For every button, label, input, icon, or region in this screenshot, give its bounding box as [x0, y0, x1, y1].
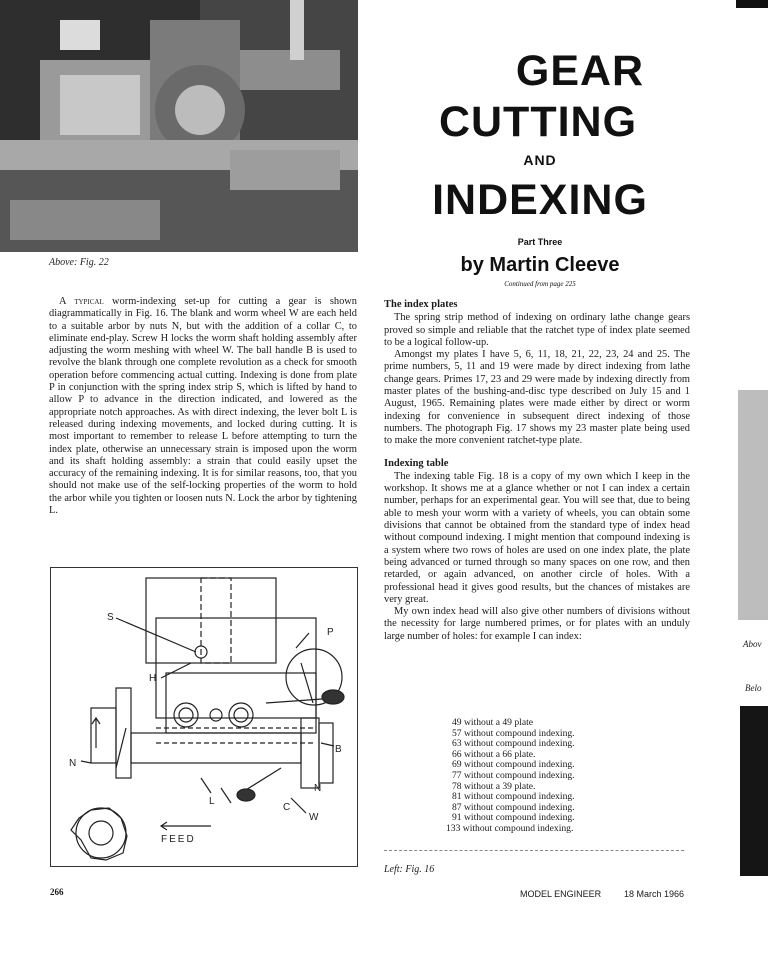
para-index-plates-1: The spring strip method of indexing on ordinary lathe change gears proved so simple and reliable that the ratchet type of index plate seemed to be a logical follow-up. — [384, 312, 690, 348]
list-item: 91 without compound indexing. — [452, 812, 575, 824]
para-indexing-table-1: The indexing table Fig. 18 is a copy of my own which I keep in the workshop. It shows me at a glance whether or not I can index a certain number, perhaps for an experimental gear. You will see that, due to being able to mesh your worm with a variety of wheels, you can obtain some divisions that cannot be obtained from the standard type of index head without compound indexing. I might mention that compound indexing is a system where two rows of holes are used on one index plate, the plate being advanced or turned through so many spaces on one row, and then retarded, or again advanced, on another circle of holes. With a professional head it gives good results, but the chances of mistakes are very great. — [384, 470, 690, 605]
heading-index-plates: The index plates — [384, 299, 458, 310]
label-c: C — [283, 802, 291, 813]
fig16-diagram — [50, 567, 358, 867]
label-b: B — [335, 744, 342, 755]
workshop-photo — [0, 0, 358, 252]
list-item: 87 without compound indexing. — [452, 801, 575, 813]
continued-note: Continued from page 225 — [504, 280, 576, 288]
magazine-name: MODEL ENGINEER — [520, 889, 602, 899]
list-item: 57 without compound indexing. — [452, 727, 575, 739]
byline: by Martin Cleeve — [460, 254, 620, 276]
adjacent-page-photo — [738, 390, 768, 620]
left-column — [49, 296, 357, 517]
label-w: W — [309, 812, 319, 823]
margin-fragment-above: Abov — [743, 639, 762, 649]
heading-indexing-table: Indexing table — [384, 457, 449, 469]
list-item: 77 without compound indexing. — [452, 769, 575, 781]
list-item: 63 without compound indexing. — [452, 738, 575, 750]
list-item: 78 without a 39 plate. — [452, 780, 536, 792]
label-n-left: N — [69, 758, 77, 769]
label-feed: FEED — [161, 834, 196, 845]
list-item: 69 without compound indexing. — [452, 759, 575, 771]
label-h: H — [149, 673, 157, 684]
diagram-caption: Left: Fig. 16 — [384, 864, 435, 875]
title-line-1: GEAR — [515, 47, 645, 95]
index-list — [446, 717, 575, 835]
list-item: 81 without compound indexing. — [452, 791, 575, 803]
fig16-drawing — [51, 568, 357, 866]
list-item: 133 without compound indexing. — [446, 822, 574, 834]
corner-mark — [736, 0, 768, 8]
page-number: 266 — [50, 887, 64, 897]
list-item: 66 without a 66 plate. — [452, 748, 536, 760]
photo-caption: Above: Fig. 22 — [49, 257, 109, 268]
adjacent-page-photo-2 — [740, 706, 768, 876]
intro-smallcaps: A typical — [59, 296, 104, 307]
label-n-right: N — [314, 783, 322, 794]
part-label: Part Three — [517, 237, 563, 247]
divider — [384, 850, 684, 851]
list-item: 49 without a 49 plate — [452, 717, 533, 728]
margin-fragment-below: Belo — [745, 683, 762, 693]
label-s: S — [107, 612, 114, 623]
para-index-plates-2: Amongst my plates I have 5, 6, 11, 18, 21, 22, 23, 24 and 25. The prime numbers, 5, 11 and 19 were made by direct indexing from lathe change gears. Primes 17, 23 and 29 were made by indexing directly from master plates of the bushing-and-disc type described on July 15 and 1 August, 1965. Remaining plates were made either by direct or worm indexing for convenience in subsequent direct indexing of those numbers. The photograph Fig. 17 shows my 23 master plate being used to make the more convenient ratchet-type plate. — [384, 349, 690, 447]
right-column — [384, 299, 690, 643]
para-indexing-table-2: My own index head will also give other numbers of divisions without the necessity for large numbered primes, or for plates with an unduly large number of holes: for example I can index: — [384, 606, 690, 642]
issue-date: 18 March 1966 — [624, 889, 685, 899]
title-line-3: AND — [523, 152, 557, 168]
title-line-2: CUTTING — [438, 98, 638, 146]
label-p: P — [327, 627, 334, 638]
left-paragraph: worm-indexing set-up for cutting a gear is shown diagrammatically in Fig. 16. The blank and worm wheel W are each held to a suitable arbor by nuts N, but with the addition of a collar C, to eliminate end-play. Screw H locks the worm shaft holding assembly after adjusting the worm meshing with wheel W. The ball handle B is used to revolve the blank through one complete revolution as a check for smooth operation before commencing actual cutting. Indexing is done from plate P in conjunction with the spring index strip S, which is lifted by hand to allow P to advance in the direction indicated, and lowered as the appropriate notch approaches. As with direct indexing, the lever bolt L is released during indexing movements, and locked during cutting. It is most important to remember to release L before attempting to turn the index plate, otherwise an unnecessary strain is imposed upon the worm and its shaft holding assembly: a strain that could easily upset the accuracy of the remaining indexing. It is for similar reasons, too, that you should not make use of the self-locking properties of the worm to hold the arbor while you tighten or loosen nuts N. Lock the arbor by tightening L. — [49, 296, 357, 517]
title-line-4: INDEXING — [432, 176, 648, 224]
label-l: L — [209, 796, 215, 807]
